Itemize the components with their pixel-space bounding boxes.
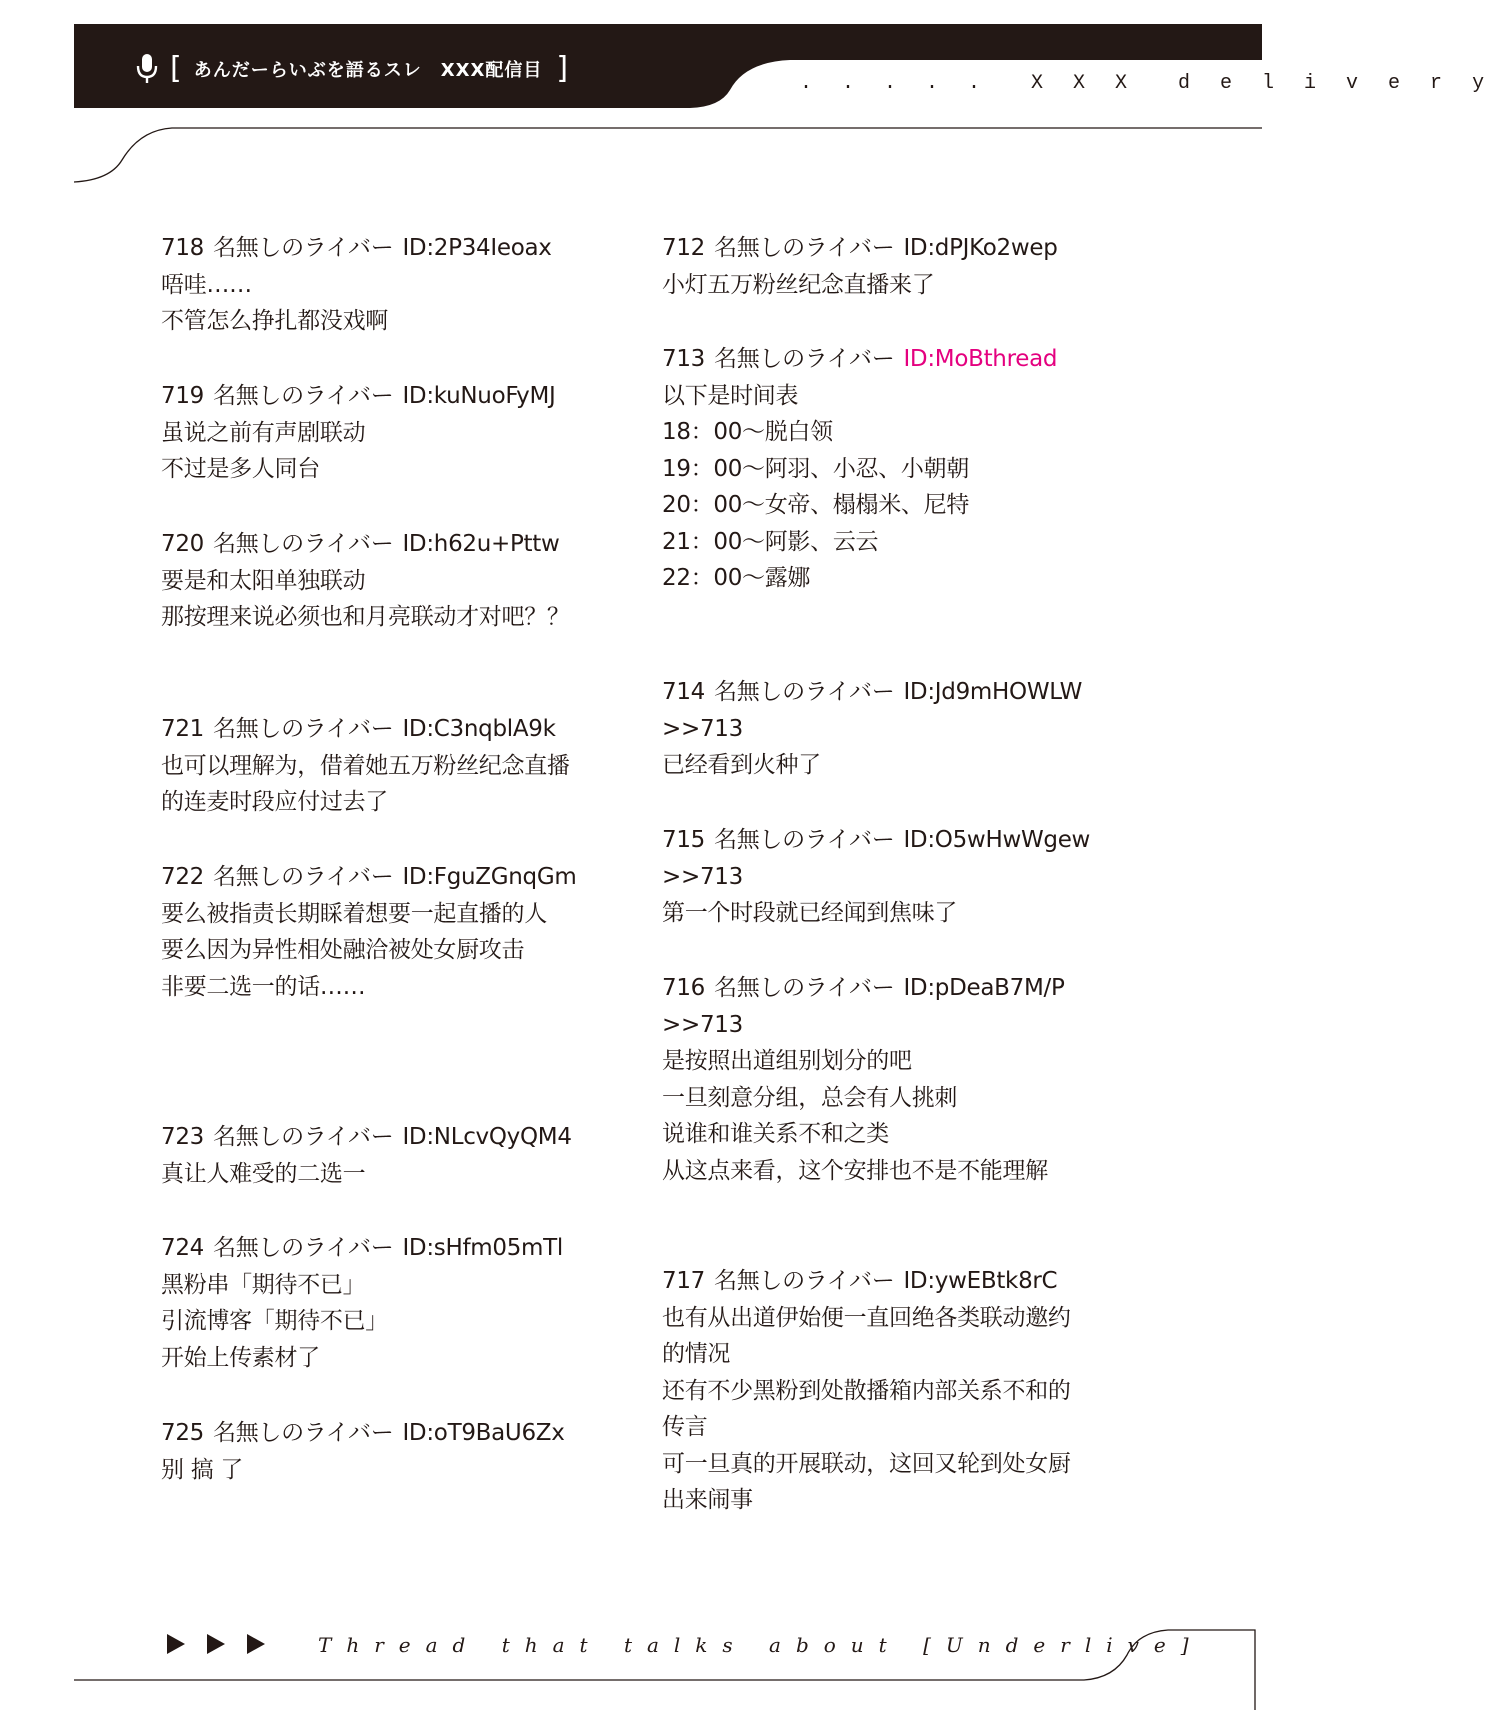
post-line: 22：00～露娜: [662, 565, 811, 591]
post-723: [161, 1119, 631, 1192]
poster-id: ID:sHfm05mTl: [402, 1235, 563, 1261]
post-715: [662, 822, 1132, 932]
post-714: [662, 674, 1132, 784]
microphone-icon: [134, 52, 160, 86]
poster-id: ID:kuNuoFyMJ: [402, 383, 556, 409]
poster-id: ID:O5wHwWgew: [903, 827, 1091, 853]
post-line: 出来闹事: [662, 1487, 753, 1513]
post-line: 20：00～女帝、榻榻米、尼特: [662, 492, 970, 518]
post-line: 要是和太阳单独联动: [161, 567, 366, 594]
poster-id: ID:Jd9mHOWLW: [903, 679, 1083, 705]
poster-id: ID:ywEBtk8rC: [903, 1268, 1058, 1294]
post-header: [161, 1230, 631, 1267]
post-line: 传言: [662, 1414, 708, 1440]
title-bracket-close: ]: [556, 51, 569, 86]
poster-name: 名無しのライバー: [714, 1268, 895, 1294]
post-line: 那按理来说必须也和月亮联动才对吧？？: [161, 604, 570, 630]
post-line: 是按照出道组别划分的吧: [662, 1048, 912, 1074]
post-721: [161, 711, 631, 821]
post-line: 一旦刻意分组，总会有人挑刺: [662, 1084, 958, 1111]
post-number: 724: [161, 1235, 204, 1261]
poster-id: ID:NLcvQyQM4: [402, 1124, 572, 1150]
post-header: [662, 674, 1132, 711]
poster-id-highlighted: ID:MoBthread: [903, 346, 1058, 372]
post-line: 唔哇……: [161, 271, 252, 298]
post-716: [662, 970, 1132, 1189]
post-724: [161, 1230, 631, 1376]
post-line: 开始上传素材了: [161, 1344, 320, 1371]
post-line: 已经看到火种了: [662, 752, 821, 778]
poster-name: 名無しのライバー: [714, 346, 895, 372]
post-number: 725: [161, 1420, 204, 1446]
post-line: 要么被指责长期睬着想要一起直播的人: [161, 900, 547, 927]
poster-name: 名無しのライバー: [213, 864, 394, 890]
footer-arrows: [165, 1632, 267, 1656]
thread-title-bar: [134, 48, 568, 90]
post-header: [662, 230, 1132, 267]
post-712: [662, 230, 1132, 303]
poster-id: ID:FguZGnqGm: [402, 864, 577, 890]
poster-id: ID:oT9BaU6Zx: [402, 1420, 565, 1446]
post-line: 19：00～阿羽、小忍、小朝朝: [662, 455, 970, 482]
post-line: 非要二选一的话……: [161, 973, 366, 1000]
post-line: 黑粉串「期待不已」: [161, 1271, 366, 1298]
post-line: 的情况: [662, 1341, 731, 1367]
post-header: [662, 822, 1132, 859]
post-line: 可一旦真的开展联动，这回又轮到处女厨: [662, 1450, 1071, 1477]
post-line: 也有从出道伊始便一直回绝各类联动邀约: [662, 1304, 1071, 1331]
post-header: [161, 230, 631, 267]
header-divider-line: [74, 128, 1262, 182]
post-line: 还有不少黑粉到处散播箱内部关系不和的: [662, 1377, 1071, 1404]
post-line: 别 搞 了: [161, 1456, 244, 1483]
post-720: [161, 526, 631, 636]
post-line: 的连麦时段应付过去了: [161, 789, 389, 815]
post-header: [161, 711, 631, 748]
post-722: [161, 859, 631, 1005]
post-reply-link[interactable]: >>713: [662, 715, 743, 742]
poster-name: 名無しのライバー: [213, 383, 394, 409]
post-header: [662, 341, 1132, 378]
poster-id: ID:pDeaB7M/P: [903, 975, 1065, 1001]
post-line: 说谁和谁关系不和之类: [662, 1121, 890, 1147]
post-717: [662, 1263, 1132, 1519]
poster-name: 名無しのライバー: [213, 1235, 394, 1261]
post-header: [161, 526, 631, 563]
play-arrow-icon: [245, 1632, 267, 1656]
poster-name: 名無しのライバー: [714, 827, 895, 853]
post-number: 714: [662, 679, 705, 705]
post-header: [662, 970, 1132, 1007]
play-arrow-icon: [165, 1632, 187, 1656]
poster-name: 名無しのライバー: [213, 716, 394, 742]
post-line: 虽说之前有声剧联动: [161, 419, 366, 446]
post-number: 723: [161, 1124, 204, 1150]
post-number: 722: [161, 864, 204, 890]
post-line: 引流博客「期待不已」: [161, 1308, 389, 1334]
post-header: [161, 859, 631, 896]
post-line: 以下是时间表: [662, 382, 799, 409]
post-line: 21：00～阿影、云云: [662, 528, 879, 555]
post-number: 721: [161, 716, 204, 742]
post-line: 要么因为异性相处融洽被处女厨攻击: [161, 937, 525, 963]
post-header: [161, 1119, 631, 1156]
post-number: 716: [662, 975, 705, 1001]
poster-name: 名無しのライバー: [213, 235, 394, 261]
thread-title: あんだーらいぶを語るスレ XXX配信目: [193, 60, 543, 81]
post-number: 720: [161, 531, 204, 557]
post-725: [161, 1415, 631, 1488]
post-line: 第一个时段就已经闻到焦味了: [662, 900, 958, 926]
poster-name: 名無しのライバー: [213, 531, 394, 557]
poster-id: ID:h62u+Pttw: [402, 531, 560, 557]
play-arrow-icon: [205, 1632, 227, 1656]
post-number: 718: [161, 235, 204, 261]
poster-name: 名無しのライバー: [213, 1124, 394, 1150]
post-line: 不过是多人同台: [161, 456, 320, 482]
post-number: 719: [161, 383, 204, 409]
poster-id: ID:C3nqblA9k: [402, 716, 556, 742]
post-number: 712: [662, 235, 705, 261]
title-bracket-open: [: [170, 51, 182, 86]
post-line: 18：00～脱白领: [662, 419, 833, 445]
poster-id: ID:dPJKo2wep: [903, 235, 1058, 261]
post-line: 从这点来看，这个安排也不是不能理解: [662, 1157, 1048, 1184]
post-719: [161, 378, 631, 488]
poster-name: 名無しのライバー: [714, 975, 895, 1001]
post-713: [662, 341, 1132, 597]
post-reply-link[interactable]: >>713: [662, 1011, 743, 1038]
post-number: 717: [662, 1268, 705, 1294]
post-header: [161, 1415, 631, 1452]
post-line: 也可以理解为，借着她五万粉丝纪念直播: [161, 752, 570, 779]
post-line: 不管怎么挣扎都没戏啊: [161, 308, 389, 334]
post-718: [161, 230, 631, 340]
poster-name: 名無しのライバー: [714, 679, 895, 705]
post-reply-link[interactable]: >>713: [662, 863, 743, 890]
post-header: [161, 378, 631, 415]
post-number: 715: [662, 827, 705, 853]
delivery-subtitle: . . . . . X X X d e l i v e r y: [800, 72, 1493, 95]
post-number: 713: [662, 346, 705, 372]
poster-id: ID:2P34Ieoax: [402, 235, 552, 261]
post-line: 真让人难受的二选一: [161, 1160, 366, 1187]
poster-name: 名無しのライバー: [213, 1420, 394, 1446]
post-header: [662, 1263, 1132, 1300]
post-line: 小灯五万粉丝纪念直播来了: [662, 271, 935, 298]
footer-tagline: Thread that talks about [Underlive]: [318, 1633, 1204, 1657]
poster-name: 名無しのライバー: [714, 235, 895, 261]
